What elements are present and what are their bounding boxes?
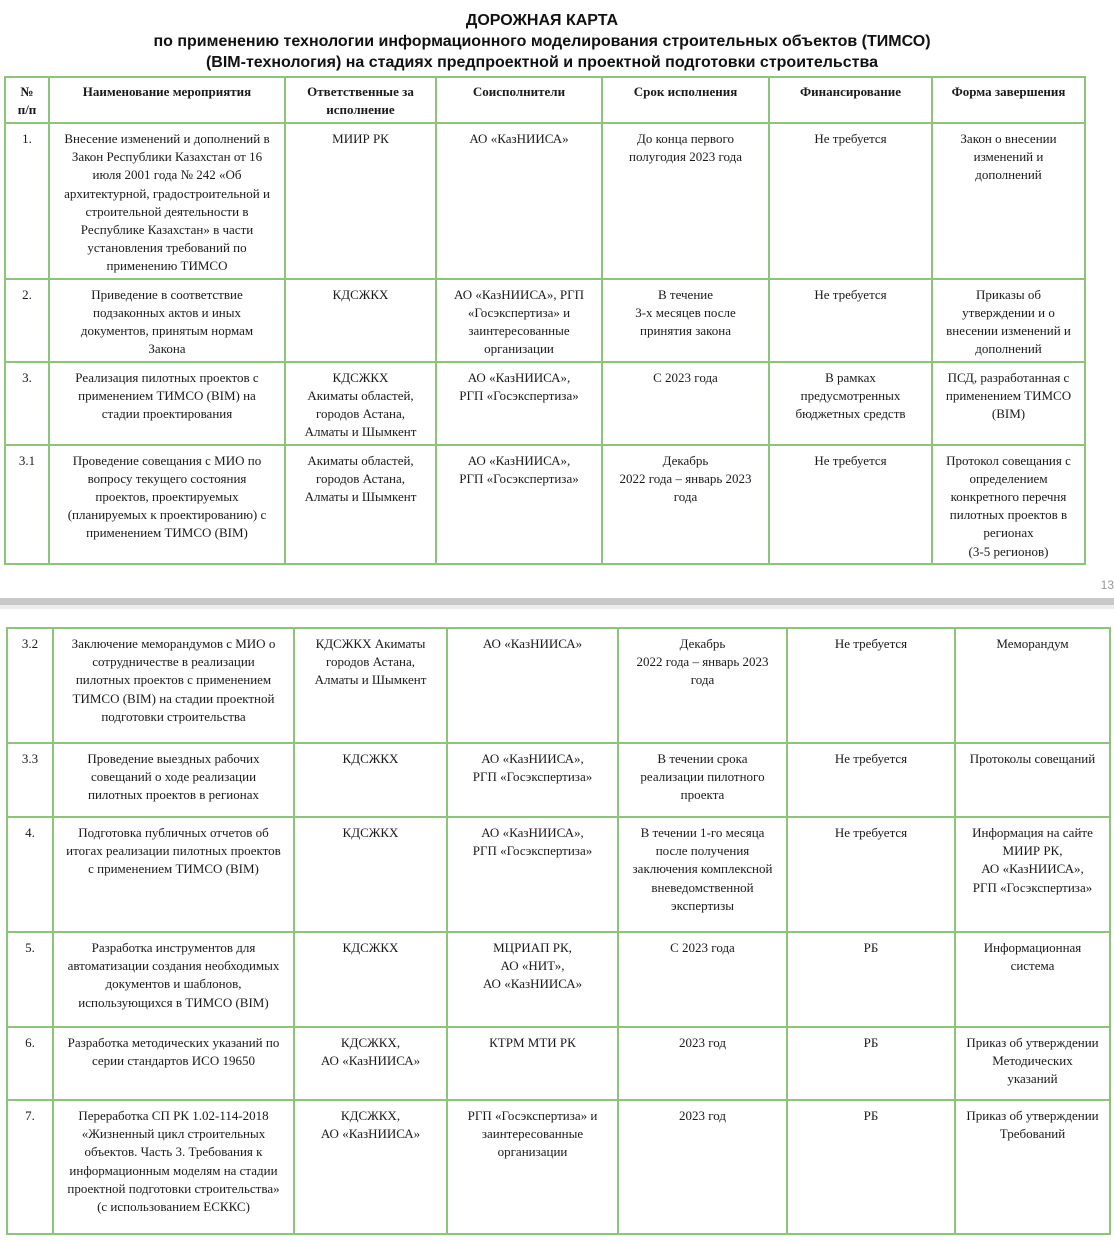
- cell-num: 2.: [5, 279, 49, 362]
- cell-num: 5.: [7, 932, 53, 1027]
- header-financing: Финансирование: [769, 77, 932, 123]
- cell-coexecutors: АО «КазНИИСА», РГП «Госэкспертиза» и заинтересованные организации: [436, 279, 602, 362]
- cell-financing: РБ: [787, 932, 955, 1027]
- table-row: [5, 362, 1085, 445]
- cell-num: 3.3: [7, 743, 53, 817]
- cell-deadline: В течении 1-го месяца после получения заключения комплексной вневедомственной экспертизы: [618, 817, 787, 932]
- cell-completion: Закон о внесении изменений и дополнений: [932, 123, 1085, 279]
- cell-name: Проведение совещания с МИО по вопросу текущего состояния проектов, проектируемых (планируемых к проектированию) с применением ТИМСО (BIM): [49, 445, 285, 564]
- cell-num: 7.: [7, 1100, 53, 1234]
- table-row: [7, 1100, 1110, 1234]
- header-responsible: Ответственные за исполнение: [285, 77, 436, 123]
- cell-name: Приведение в соответствие подзаконных актов и иных документов, принятым нормам Закона: [49, 279, 285, 362]
- cell-name: Разработка инструментов для автоматизации создания необходимых документов и шаблонов, использующихся в ТИМСО (BIM): [53, 932, 294, 1027]
- cell-financing: Не требуется: [787, 628, 955, 743]
- cell-deadline: До конца первого полугодия 2023 года: [602, 123, 769, 279]
- document-title: [0, 10, 1084, 73]
- table-row: [7, 817, 1110, 932]
- page-divider: [0, 598, 1114, 605]
- cell-responsible: КДСЖКХ: [294, 932, 447, 1027]
- cell-name: Реализация пилотных проектов с применением ТИМСО (BIM) на стадии проектирования: [49, 362, 285, 445]
- cell-num: 6.: [7, 1027, 53, 1100]
- cell-coexecutors: КТРМ МТИ РК: [447, 1027, 618, 1100]
- cell-completion: Протоколы совещаний: [955, 743, 1110, 817]
- cell-completion: Протокол совещания с определением конкретного перечня пилотных проектов в регионах (3-5 регионов): [932, 445, 1085, 564]
- roadmap-table-page-2: [6, 627, 1111, 1235]
- cell-completion: ПСД, разработанная с применением ТИМСО (BIM): [932, 362, 1085, 445]
- cell-responsible: КДСЖКХ Акиматы городов Астана, Алматы и Шымкент: [294, 628, 447, 743]
- cell-num: 3.: [5, 362, 49, 445]
- header-deadline: Срок исполнения: [602, 77, 769, 123]
- cell-coexecutors: АО «КазНИИСА»: [447, 628, 618, 743]
- cell-completion: Приказы об утверждении и о внесении изменений и дополнений: [932, 279, 1085, 362]
- cell-name: Внесение изменений и дополнений в Закон Республики Казахстан от 16 июля 2001 года № 242 «Об архитектурной, градостроительной и строительной деятельности в Республике Казахстан» в части установления требований по применению ТИМСО: [49, 123, 285, 279]
- cell-responsible: КДСЖКХ, АО «КазНИИСА»: [294, 1027, 447, 1100]
- roadmap-table-page-1: [4, 76, 1086, 565]
- cell-deadline: С 2023 года: [618, 932, 787, 1027]
- title-line-2: по применению технологии информационного моделирования строительных объектов (ТИМСО): [153, 33, 931, 50]
- header-coexecutors: Соисполнители: [436, 77, 602, 123]
- table-row: [7, 1027, 1110, 1100]
- cell-financing: РБ: [787, 1027, 955, 1100]
- header-name: Наименование мероприятия: [49, 77, 285, 123]
- cell-financing: РБ: [787, 1100, 955, 1234]
- cell-financing: В рамках предусмотренных бюджетных средств: [769, 362, 932, 445]
- cell-responsible: КДСЖКХ: [285, 279, 436, 362]
- cell-coexecutors: АО «КазНИИСА»: [436, 123, 602, 279]
- table-row: [5, 123, 1085, 279]
- cell-deadline: Декабрь 2022 года – январь 2023 года: [602, 445, 769, 564]
- cell-name: Переработка СП РК 1.02-114-2018 «Жизненный цикл строительных объектов. Часть 3. Требования к информационным моделям на стадии проектной подготовки строительства» (с использованием ЕСККС): [53, 1100, 294, 1234]
- cell-financing: Не требуется: [787, 743, 955, 817]
- cell-num: 4.: [7, 817, 53, 932]
- cell-name: Подготовка публичных отчетов об итогах реализации пилотных проектов с применением ТИМСО (BIM): [53, 817, 294, 932]
- cell-deadline: В течение 3-х месяцев после принятия закона: [602, 279, 769, 362]
- cell-financing: Не требуется: [769, 279, 932, 362]
- cell-num: 3.2: [7, 628, 53, 743]
- cell-deadline: 2023 год: [618, 1100, 787, 1234]
- cell-num: 3.1: [5, 445, 49, 564]
- cell-coexecutors: АО «КазНИИСА», РГП «Госэкспертиза»: [436, 362, 602, 445]
- cell-financing: Не требуется: [787, 817, 955, 932]
- cell-responsible: КДСЖКХ, АО «КазНИИСА»: [294, 1100, 447, 1234]
- cell-completion: Информационная система: [955, 932, 1110, 1027]
- table-row: [5, 445, 1085, 564]
- cell-deadline: С 2023 года: [602, 362, 769, 445]
- cell-financing: Не требуется: [769, 445, 932, 564]
- page-divider-shadow: [0, 605, 1114, 609]
- cell-financing: Не требуется: [769, 123, 932, 279]
- cell-coexecutors: АО «КазНИИСА», РГП «Госэкспертиза»: [436, 445, 602, 564]
- page-number: 13: [1100, 578, 1114, 592]
- cell-completion: Приказ об утверждении Требований: [955, 1100, 1110, 1234]
- cell-completion: Меморандум: [955, 628, 1110, 743]
- cell-num: 1.: [5, 123, 49, 279]
- header-num: № п/п: [5, 77, 49, 123]
- cell-deadline: 2023 год: [618, 1027, 787, 1100]
- cell-name: Заключение меморандумов с МИО о сотрудничестве в реализации пилотных проектов с применением ТИМСО (BIM) на стадии проектной подготовки строительства: [53, 628, 294, 743]
- cell-responsible: Акиматы областей, городов Астана, Алматы и Шымкент: [285, 445, 436, 564]
- cell-responsible: МИИР РК: [285, 123, 436, 279]
- cell-coexecutors: АО «КазНИИСА», РГП «Госэкспертиза»: [447, 743, 618, 817]
- cell-responsible: КДСЖКХ: [294, 817, 447, 932]
- cell-deadline: Декабрь 2022 года – январь 2023 года: [618, 628, 787, 743]
- table-row: [7, 628, 1110, 743]
- cell-completion: Информация на сайте МИИР РК, АО «КазНИИСА», РГП «Госэкспертиза»: [955, 817, 1110, 932]
- table-header-row: [5, 77, 1085, 123]
- cell-coexecutors: МЦРИАП РК, АО «НИТ», АО «КазНИИСА»: [447, 932, 618, 1027]
- cell-responsible: КДСЖКХ Акиматы областей, городов Астана, Алматы и Шымкент: [285, 362, 436, 445]
- cell-name: Разработка методических указаний по серии стандартов ИСО 19650: [53, 1027, 294, 1100]
- header-completion: Форма завершения: [932, 77, 1085, 123]
- cell-name: Проведение выездных рабочих совещаний о ходе реализации пилотных проектов в регионах: [53, 743, 294, 817]
- cell-coexecutors: АО «КазНИИСА», РГП «Госэкспертиза»: [447, 817, 618, 932]
- title-line-1: ДОРОЖНАЯ КАРТА: [465, 12, 619, 29]
- table-row: [7, 743, 1110, 817]
- table-row: [7, 932, 1110, 1027]
- cell-coexecutors: РГП «Госэкспертиза» и заинтересованные организации: [447, 1100, 618, 1234]
- title-line-3: (BIM-технология) на стадиях предпроектной и проектной подготовки строительства: [205, 54, 879, 71]
- cell-deadline: В течении срока реализации пилотного проекта: [618, 743, 787, 817]
- cell-completion: Приказ об утверждении Методических указаний: [955, 1027, 1110, 1100]
- cell-responsible: КДСЖКХ: [294, 743, 447, 817]
- table-row: [5, 279, 1085, 362]
